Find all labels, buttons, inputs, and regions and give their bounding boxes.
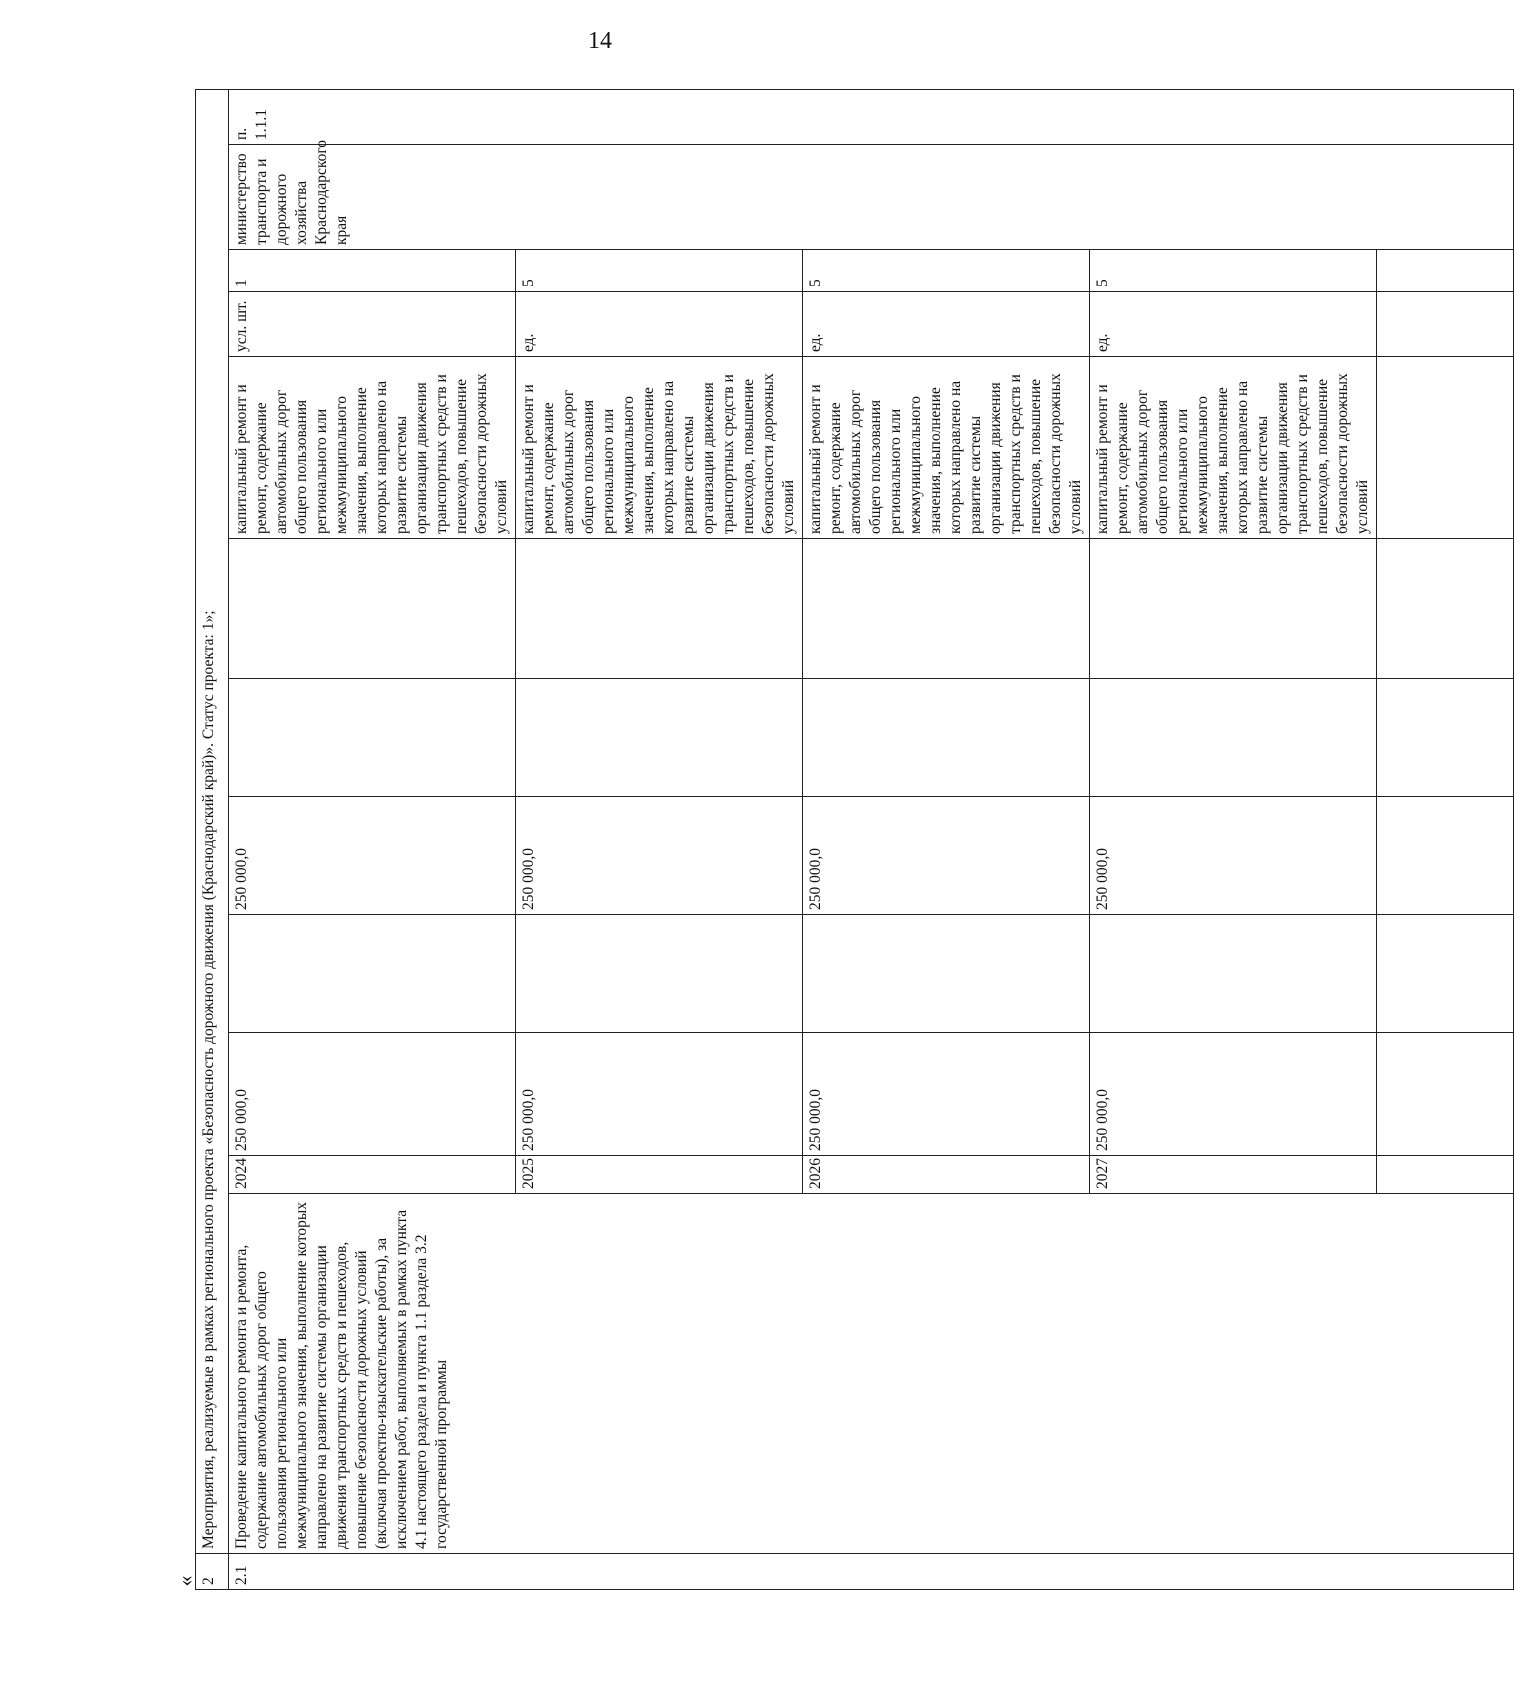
value-cell: 5: [1090, 250, 1377, 292]
year-cell: 2024: [229, 1156, 516, 1194]
item-number: 2.1: [229, 1554, 1514, 1590]
empty-cell: [1090, 679, 1377, 797]
budget-cell: 250 000,0: [1090, 797, 1377, 915]
empty-cell: [1377, 915, 1514, 1033]
empty-cell: [1377, 357, 1514, 539]
empty-cell: [1377, 1033, 1514, 1156]
empty-cell: [229, 679, 516, 797]
empty-cell: [803, 915, 1090, 1033]
empty-cell: [1377, 250, 1514, 292]
rotated-table-wrapper: [195, 90, 1371, 1590]
value-cell: 5: [803, 250, 1090, 292]
total-cell: 250 000,0: [229, 1033, 516, 1156]
measures-table: [195, 89, 1514, 1590]
empty-cell: [516, 539, 803, 679]
empty-cell: [516, 915, 803, 1033]
unit-cell: ед.: [1090, 292, 1377, 357]
empty-cell: [229, 915, 516, 1033]
value-cell: 5: [516, 250, 803, 292]
section-number: 2: [196, 1554, 229, 1590]
unit-cell: усл. шт.: [229, 292, 516, 357]
empty-cell: [1090, 915, 1377, 1033]
empty-cell: [1377, 679, 1514, 797]
page-number: 14: [588, 28, 612, 54]
section-title: Мероприятия, реализуемые в рамках регионального проекта «Безопасность дорожного движения (Краснодарский край)». Статус проекта: 1»;: [196, 89, 229, 1553]
table-row: [229, 89, 516, 1589]
section-header-row: [196, 89, 229, 1589]
empty-cell: [803, 539, 1090, 679]
unit-cell: ед.: [516, 292, 803, 357]
empty-cell: [516, 679, 803, 797]
empty-cell: [1377, 1156, 1514, 1194]
result-cell: капитальный ремонт и ремонт, содержание автомобильных дорог общего пользования регионального или межмуниципального значения, выполнение которых направлено на развитие системы организации движения транспортных средств и пешеходов, повышение безопасности дорожных условий: [1090, 357, 1377, 539]
budget-cell: 250 000,0: [803, 797, 1090, 915]
empty-cell: [229, 539, 516, 679]
result-cell: капитальный ремонт и ремонт, содержание автомобильных дорог общего пользования регионального или межмуниципального значения, выполнение которых направлено на развитие системы организации движения транспортных средств и пешеходов, повышение безопасности дорожных условий: [229, 357, 516, 539]
total-cell: 250 000,0: [516, 1033, 803, 1156]
total-cell: 250 000,0: [1090, 1033, 1377, 1156]
budget-cell: 250 000,0: [229, 797, 516, 915]
empty-cell: [803, 679, 1090, 797]
year-cell: 2026: [803, 1156, 1090, 1194]
empty-cell: [1377, 797, 1514, 915]
empty-cell: [1377, 292, 1514, 357]
value-cell: 1: [229, 250, 516, 292]
budget-cell: 250 000,0: [516, 797, 803, 915]
opening-quote-mark: «: [172, 1575, 198, 1587]
item-description: Проведение капитального ремонта и ремонта, содержание автомобильных дорог общего пользования регионального или межмуниципального значения, выполнение которых направлено на развитие системы организации движения транспортных средств и пешеходов, повышение безопасности дорожных условий (включая проектно-изыскательские работы), за исключением работ, выполняемых в рамках пункта 4.1 настоящего раздела и пункта 1.1 раздела 3.2 государственной программы: [229, 1194, 1514, 1554]
year-cell: 2025: [516, 1156, 803, 1194]
total-cell: 250 000,0: [803, 1033, 1090, 1156]
empty-cell: [1090, 539, 1377, 679]
result-cell: капитальный ремонт и ремонт, содержание автомобильных дорог общего пользования регионального или межмуниципального значения, выполнение которых направлено на развитие системы организации движения транспортных средств и пешеходов, повышение безопасности дорожных условий: [516, 357, 803, 539]
reference-cell: п. 1.1.1: [229, 89, 1514, 144]
year-cell: 2027: [1090, 1156, 1377, 1194]
result-cell: капитальный ремонт и ремонт, содержание автомобильных дорог общего пользования регионального или межмуниципального значения, выполнение которых направлено на развитие системы организации движения транспортных средств и пешеходов, повышение безопасности дорожных условий: [803, 357, 1090, 539]
executor-cell: министерство транспорта и дорожного хозяйства Краснодарского края: [229, 145, 1514, 250]
unit-cell: ед.: [803, 292, 1090, 357]
empty-cell: [1377, 539, 1514, 679]
